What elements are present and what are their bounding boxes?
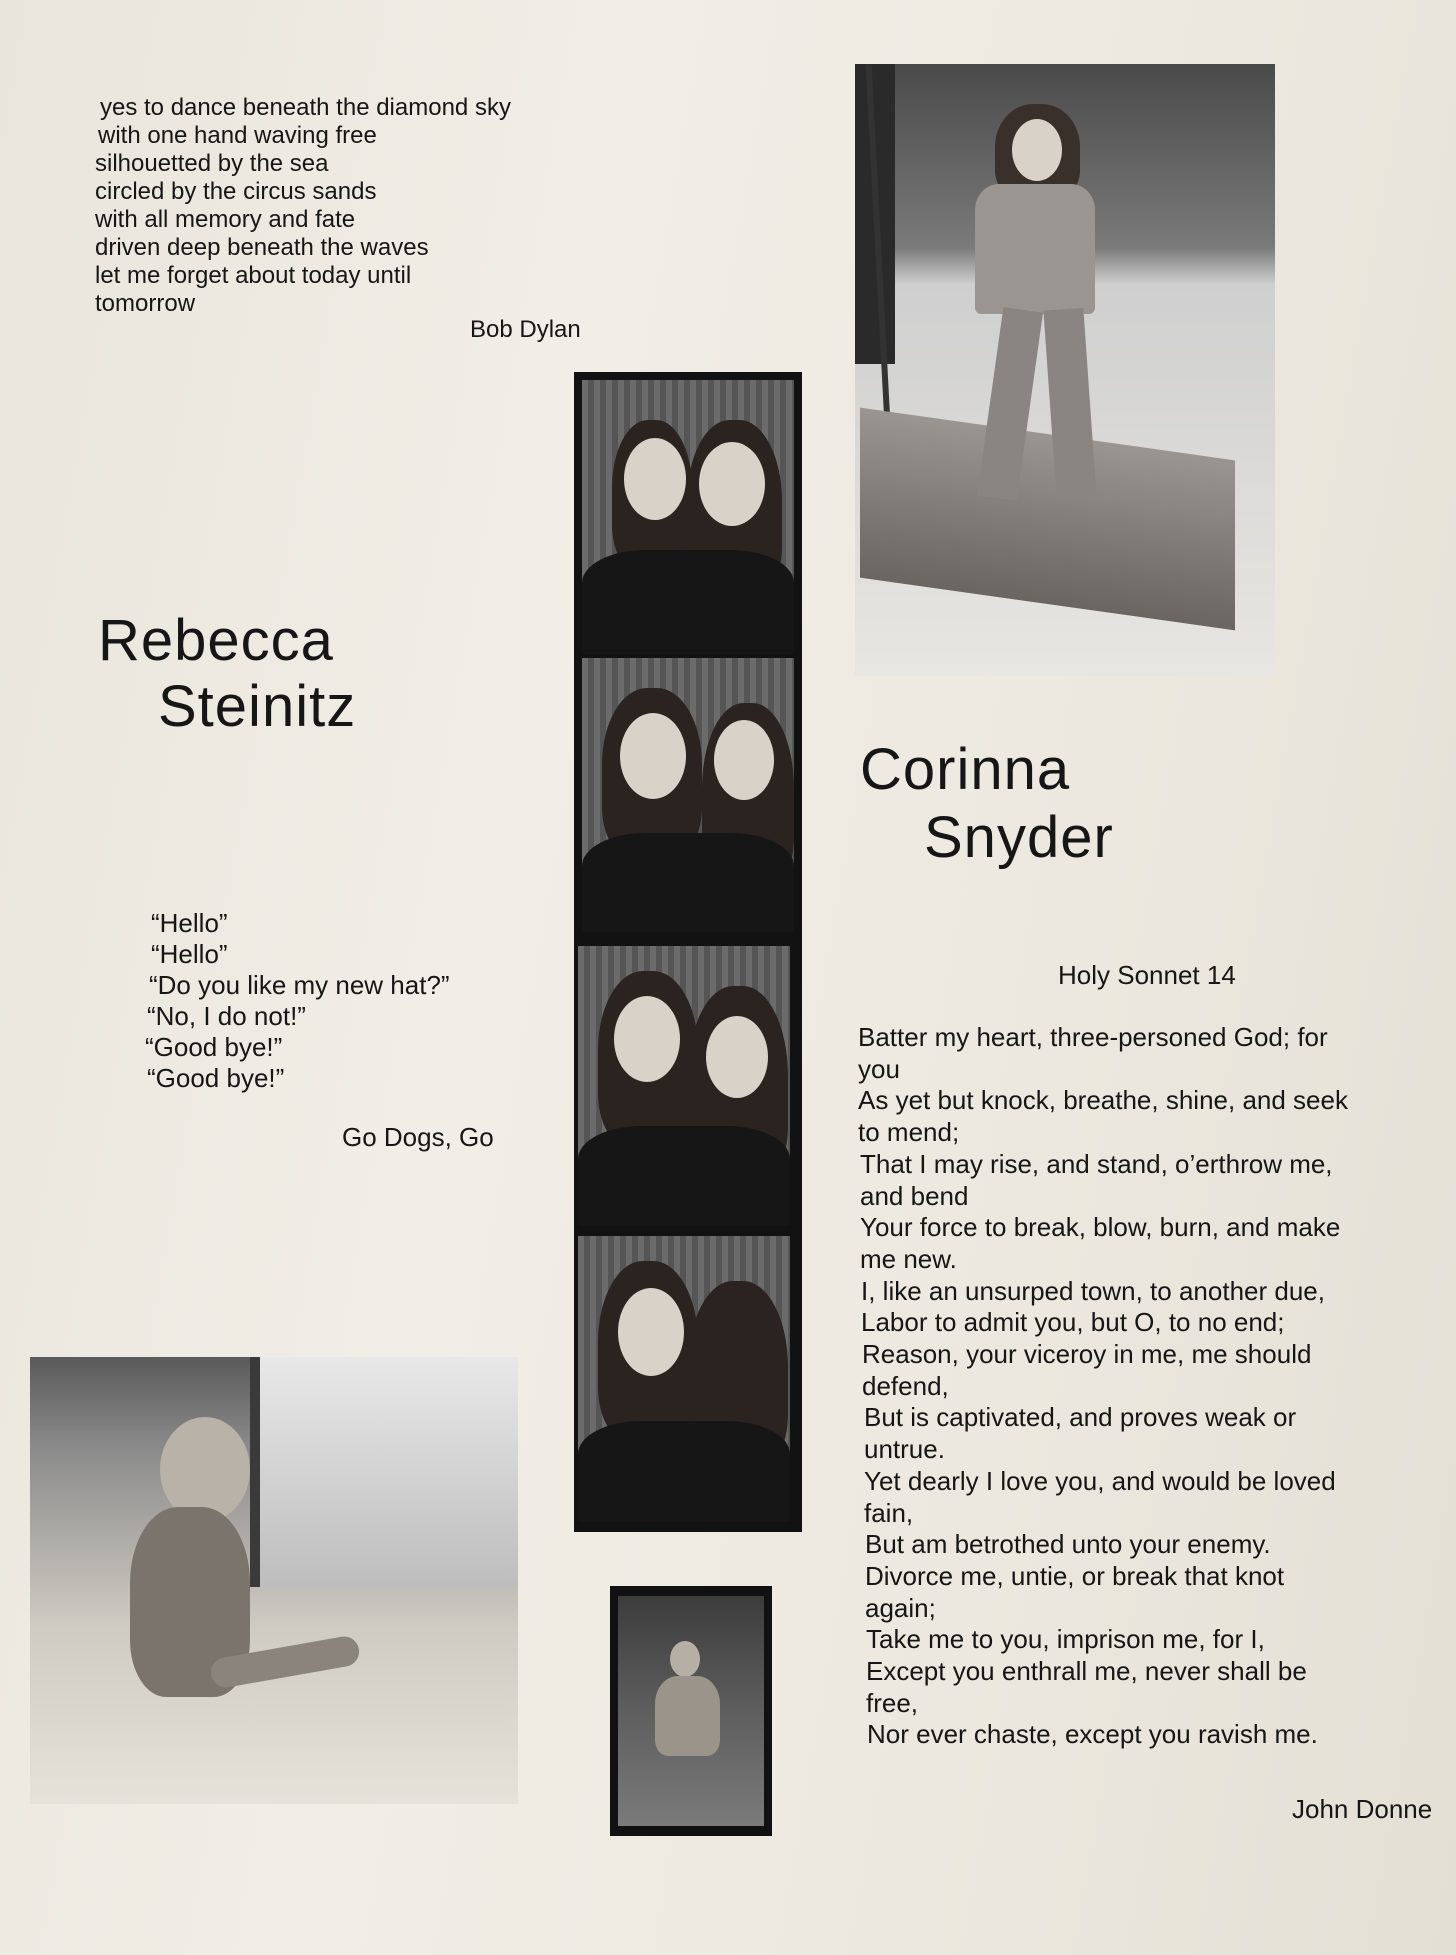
dylan-credit: Bob Dylan (470, 316, 581, 343)
dylan-poem (95, 94, 511, 318)
student-first-name-left: Rebecca (98, 608, 334, 673)
sonnet-line: untrue. (864, 1434, 945, 1465)
sonnet-line: Yet dearly I love you, and would be loved (864, 1465, 1336, 1496)
dialogue-line: “No, I do not!” (147, 1001, 306, 1031)
sonnet-line: Labor to admit you, but O, to no end; (861, 1307, 1285, 1338)
booth-frame (582, 658, 794, 932)
sonnet-line: Reason, your viceroy in me, me should (862, 1339, 1312, 1370)
poem-line: with one hand waving free (98, 122, 377, 149)
sonnet-line: Batter my heart, three-personed God; for (858, 1022, 1328, 1052)
dialogue-line: “Good bye!” (145, 1032, 283, 1062)
sonnet-line: As yet but knock, breathe, shine, and seek (858, 1085, 1348, 1116)
booth-frame (578, 1236, 790, 1522)
sonnet-line: Your force to break, blow, burn, and make (860, 1212, 1341, 1243)
sonnet-line: me new. (860, 1243, 957, 1274)
dialogue-quote (145, 908, 450, 1094)
poem-line: let me forget about today until (95, 262, 412, 289)
student-last-name-right: Snyder (924, 805, 1114, 870)
sonnet-line: you (858, 1053, 900, 1084)
sonnet-line: Take me to you, imprison me, for I, (866, 1624, 1265, 1655)
poem-line: yes to dance beneath the diamond sky (100, 94, 511, 121)
dialogue-line: “Hello” (151, 939, 228, 969)
photo-snow-standing (855, 64, 1275, 676)
sonnet-line: and bend (860, 1180, 969, 1211)
sonnet-text (858, 1022, 1348, 1751)
photo-booth-strip (574, 372, 802, 1532)
sonnet-credit: John Donne (1292, 1794, 1433, 1824)
poem-line: with all memory and fate (95, 206, 356, 233)
student-last-name-left: Steinitz (158, 674, 357, 739)
poem-line: driven deep beneath the waves (95, 234, 429, 261)
dialogue-line: “Good bye!” (147, 1063, 285, 1093)
sonnet-line: defend, (862, 1370, 949, 1401)
sonnet-line: to mend; (858, 1117, 960, 1148)
dialogue-credit: Go Dogs, Go (342, 1122, 494, 1152)
sonnet-line: Divorce me, untie, or break that knot (865, 1560, 1285, 1591)
dialogue-line: “Hello” (151, 908, 228, 938)
sonnet-line: Nor ever chaste, except you ravish me. (867, 1719, 1318, 1750)
sonnet-line: fain, (864, 1497, 914, 1528)
poem-line: tomorrow (95, 290, 196, 317)
poem-line: silhouetted by the sea (95, 150, 329, 177)
dialogue-line: “Do you like my new hat?” (149, 970, 450, 1000)
sonnet-line: free, (866, 1687, 919, 1718)
sonnet-line: Except you enthrall me, never shall be (866, 1656, 1307, 1687)
sonnet-line: That I may rise, and stand, o’erthrow me, (860, 1148, 1333, 1179)
sonnet-line: But is captivated, and proves weak or (864, 1402, 1297, 1433)
photo-baby (30, 1357, 518, 1804)
sonnet-line: But am betrothed unto your enemy. (865, 1529, 1271, 1560)
booth-frame (578, 946, 790, 1226)
photo-child-sitting (610, 1586, 772, 1836)
booth-frame (582, 380, 794, 654)
poem-line: circled by the circus sands (95, 178, 377, 205)
student-first-name-right: Corinna (860, 737, 1071, 802)
sonnet-title: Holy Sonnet 14 (1058, 960, 1236, 990)
sonnet-line: again; (865, 1592, 936, 1623)
sonnet-line: I, like an unsurped town, to another due, (861, 1275, 1325, 1306)
